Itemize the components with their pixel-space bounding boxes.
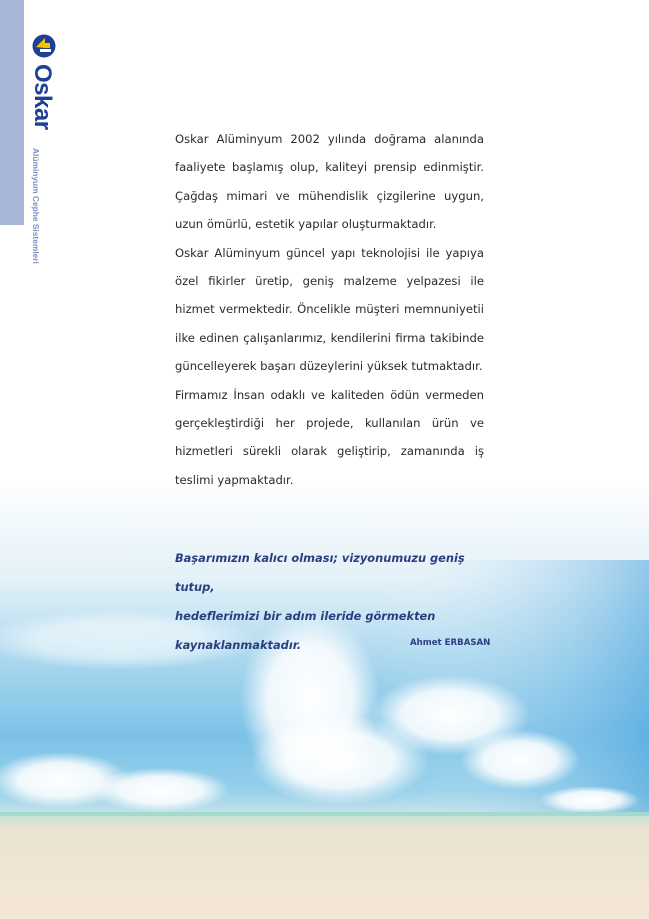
quote-author: Ahmet ERBASAN xyxy=(410,638,491,648)
quote-line-1: Başarımızın kalıcı olması; vizyonumuzu geniş tutup, xyxy=(175,551,465,594)
brand-name: Oskar xyxy=(29,64,56,130)
paragraph-2: Oskar Alüminyum güncel yapı teknolojisi ile yapıya özel fikirler üretip, geniş malzeme yelpazesi ile hizmet vermektedir. Öncelikle müşteri memnuniyetii ilke edinen çalışanlarımız, kendilerini firma takibinde güncelleyerek başarı düzeylerini yüksek tutmaktadır. xyxy=(175,245,484,374)
brand-tagline: Alüminyum Cephe Sistemleri xyxy=(31,148,41,264)
company-description xyxy=(175,125,484,494)
quote-line-2: hedeflerimizi bir adım ileride görmekten xyxy=(175,609,436,623)
sidebar-band xyxy=(0,0,24,225)
paragraph-3: Firmamız İnsan odaklı ve kaliteden ödün vermeden gerçekleştirdiği her projede, kullanılan ürün ve hizmetleri sürekli olarak geliştirip, zamanında iş teslimi yapmaktadır. xyxy=(175,387,484,487)
oskar-logo-icon xyxy=(32,34,56,58)
quote-line-3: kaynaklanmaktadır. xyxy=(175,638,302,652)
paragraph-1: Oskar Alüminyum 2002 yılında doğrama alanında faaliyete başlamış olup, kaliteyi prensip edinmiştir. Çağdaş mimari ve mühendislik çizgilerine uygun, uzun ömürlü, estetik yapılar oluşturmaktadır. xyxy=(175,132,484,232)
brand-logo xyxy=(29,34,59,264)
brand-tagline-wrap xyxy=(29,148,49,268)
brand-wordmark xyxy=(31,64,57,144)
